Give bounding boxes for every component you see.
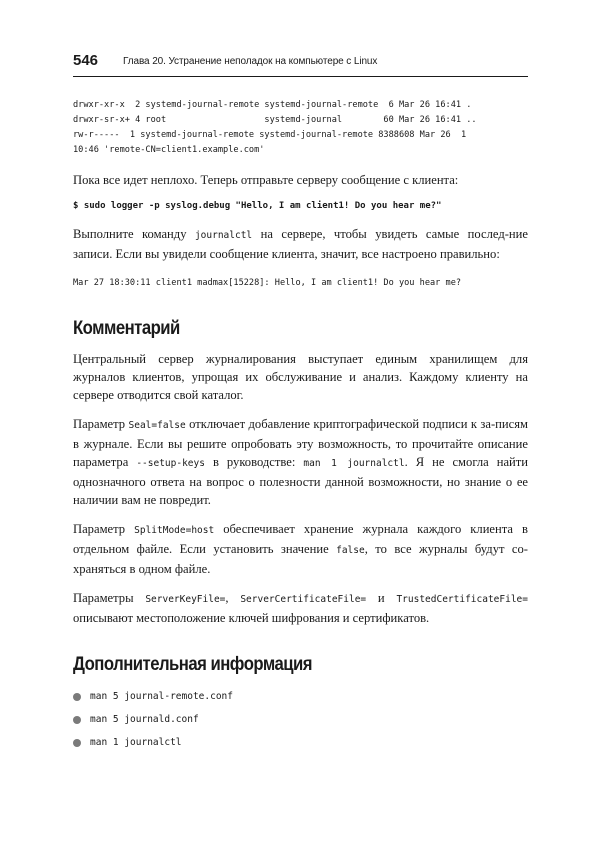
code-listing-directory [73, 98, 528, 158]
paragraph: Параметр SplitMode=host обеспечивает хранение журнала каждого клиента в отдельном файле. Если установить значение false, то все журналы будут со-храняться в одном файле. [73, 522, 529, 576]
inline-code: SplitMode=host [134, 525, 215, 536]
page-number: 546 [73, 52, 99, 69]
section-heading-more-info: Дополнительная информация [73, 654, 312, 675]
output-line: Mar 27 18:30:11 client1 madmax[15228]: Hello, I am client1! Do you hear me? [73, 278, 462, 288]
reference-list [73, 690, 528, 750]
inline-code: TrustedCertificateFile= [396, 594, 528, 605]
list-item [73, 713, 528, 727]
inline-code: ServerCertificateFile= [240, 594, 367, 605]
inline-code: Seal=false [128, 420, 186, 431]
code-line: 10:46 'remote-CN=client1.example.com' [73, 145, 265, 155]
paragraph: Выполните команду journalctl на сервере, чтобы увидеть самые послед-ние записи. Если вы увидели сообщение клиента, значит, все настроено правильно: [73, 227, 528, 261]
inline-code: false [336, 545, 365, 556]
code-line: rw-r----- 1 systemd-journal-remote systemd-journal-remote 8388608 Mar 26 1 [73, 130, 467, 140]
inline-code: ServerKeyFile= [145, 594, 226, 605]
list-item [73, 736, 528, 750]
code-line: drwxr-sr-x+ 4 root systemd-journal 60 Mar 26 16:41 .. [73, 115, 477, 125]
paragraph: Центральный сервер журналирования выступает единым хранилищем для журналов клиентов, упрощая их обслуживание и анализ. Каждому клиенту на сервере отводится свой каталог. [73, 352, 528, 402]
list-item-text: man 1 journalctl [90, 737, 182, 748]
paragraph: Параметр Seal=false отключает добавление криптографической подписи к за-писям в журнале. Если вы решите опробовать эту возможность, то прочитайте описание параметра --setup-keys в руководстве: man 1 journalctl. Я не смогла найти однозначного ответа на вопрос о полезности данной возможности, но знание о ее наличии вам не повредит. [73, 417, 529, 507]
inline-code: man 1 journalctl [303, 458, 405, 469]
list-item-text: man 5 journal-remote.conf [90, 691, 233, 702]
list-item [73, 690, 528, 704]
list-item-text: man 5 journald.conf [90, 714, 199, 725]
inline-code: journalctl [194, 230, 253, 241]
running-header [73, 52, 528, 77]
bullet-icon [73, 716, 81, 724]
paragraph: Пока все идет неплохо. Теперь отправьте серверу сообщение с клиента: [73, 173, 459, 187]
chapter-title: Глава 20. Устранение неполадок на компьютере с Linux [123, 56, 378, 67]
bullet-icon [73, 693, 81, 701]
code-line: drwxr-xr-x 2 systemd-journal-remote systemd-journal-remote 6 Mar 26 16:41 . [73, 100, 472, 110]
inline-code: --setup-keys [136, 458, 205, 469]
page-body [73, 96, 528, 750]
command-line: $ sudo logger -p syslog.debug "Hello, I am client1! Do you hear me?" [73, 201, 442, 211]
bullet-icon [73, 739, 81, 747]
paragraph: Параметры ServerKeyFile=, ServerCertificateFile= и TrustedCertificateFile= описывают местоположение ключей шифрования и сертификатов. [73, 591, 528, 625]
section-heading-comment: Комментарий [73, 318, 180, 339]
